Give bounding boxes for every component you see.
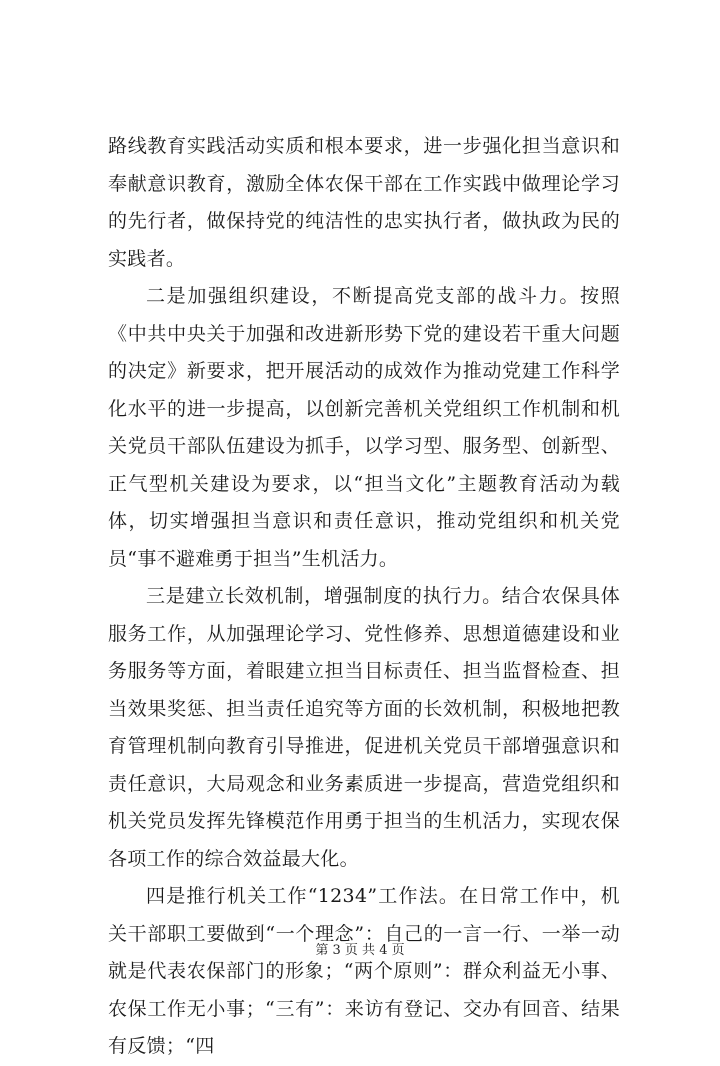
- paragraph-3: 三是建立长效机制，增强制度的执行力。结合农保具体服务工作，从加强理论学习、党性修养、思想道德建设和业务服务等方面，着眼建立担当目标责任、担当监督检查、担当效果奖惩、担当责任追究等方面的长效机制，积极地把教育管理机制向教育引导推进，促进机关党员干部增强意识和责任意识，大局观念和业务素质进一步提高，营造党组织和机关党员发挥先锋模范作用勇于担当的生机活力，实现农保各项工作的综合效益最大化。: [108, 585, 620, 870]
- paragraph-2: 二是加强组织建设，不断提高党支部的战斗力。按照《中共中央关于加强和改进新形势下党的建设若干重大问题的决定》新要求，把开展活动的成效作为推动党建工作科学化水平的进一步提高，以创新完善机关党组织工作机制和机关党员干部队伍建设为抓手，以学习型、服务型、创新型、正气型机关建设为要求，以“担当文化”主题教育活动为载体，切实增强担当意识和责任意识，推动党组织和机关党员“事不避难勇于担当”生机活力。: [108, 285, 620, 570]
- paragraph-1: 路线教育实践活动实质和根本要求，进一步强化担当意识和奉献意识教育，激励全体农保干部在工作实践中做理论学习的先行者，做保持党的纯洁性的忠实执行者，做执政为民的实践者。: [108, 135, 620, 270]
- page-number-footer: 第 3 页 共 4 页: [315, 943, 405, 958]
- document-body: [108, 128, 620, 1066]
- paragraph-4: 四是推行机关工作“1234”工作法。在日常工作中，机关干部职工要做到“一个理念”：自己的一言一行、一举一动就是代表农保部门的形象；“两个原则”：群众利益无小事、农保工作无小事；“三有”：来访有登记、交办有回音、结果有反馈；“四: [108, 885, 620, 1057]
